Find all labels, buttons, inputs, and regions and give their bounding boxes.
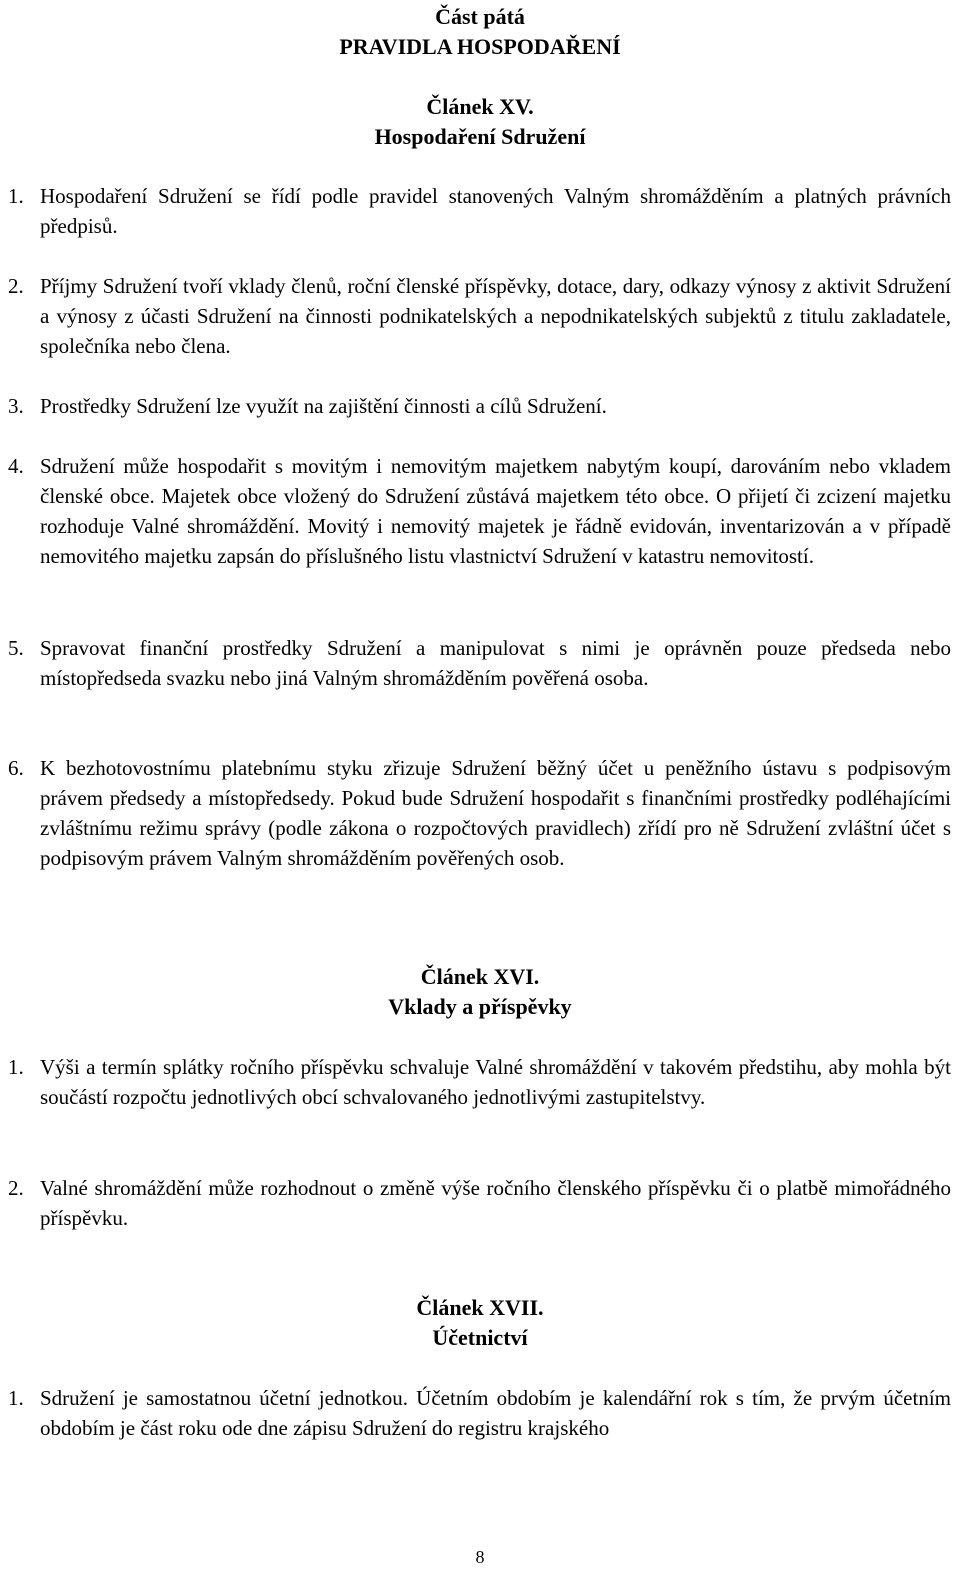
item-number: 2. bbox=[8, 1176, 24, 1200]
item-number: 5. bbox=[8, 636, 24, 660]
article-name: Hospodaření Sdružení bbox=[374, 124, 586, 149]
article-name: Účetnictví bbox=[432, 1325, 528, 1350]
item-text: Sdružení může hospodařit s movitým i nemovitým majetkem nabytým koupí, darováním nebo vkladem členské obce. Majetek obce vložený do Sdružení zůstává majetkem této obce. O přijetí či zcizení majetku rozhoduje Valné shromáždění. Movitý i nemovitý majetek je řádně evidován, inventarizován a v případě nemovitého majetku zapsán do příslušného listu vlastnictví Sdružení v katastru nemovitostí. bbox=[40, 454, 951, 568]
item-number: 6. bbox=[8, 756, 24, 780]
item-number: 1. bbox=[8, 184, 24, 208]
article-name: Vklady a příspěvky bbox=[388, 994, 572, 1019]
item-text: Příjmy Sdružení tvoří vklady členů, roční členské příspěvky, dotace, dary, odkazy výnosy z aktivit Sdružení a výnosy z účasti Sdružení na činnosti podnikatelských a nepodnikatelských subjektů z titulu zakladatele, společníka nebo člena. bbox=[40, 274, 951, 358]
article-heading: Článek XV. bbox=[426, 94, 534, 119]
item-text: Výši a termín splátky ročního příspěvku schvaluje Valné shromáždění v takovém předstihu, aby mohla být součástí rozpočtu jednotlivých obcí schvalovaného jednotlivými zastupitelstvy. bbox=[40, 1055, 951, 1109]
item-text: Spravovat finanční prostředky Sdružení a manipulovat s nimi je oprávněn pouze předseda nebo místopředseda svazku nebo jiná Valným shromážděním pověřená osoba. bbox=[40, 636, 951, 690]
item-text: Sdružení je samostatnou účetní jednotkou. Účetním obdobím je kalendářní rok s tím, že prvým účetním obdobím je část roku ode dne zápisu Sdružení do registru krajského bbox=[40, 1386, 951, 1440]
article-heading: Článek XVII. bbox=[416, 1295, 544, 1320]
item-text: Hospodaření Sdružení se řídí podle pravidel stanovených Valným shromážděním a platných právních předpisů. bbox=[40, 184, 951, 238]
item-text: K bezhotovostnímu platebnímu styku zřizuje Sdružení běžný účet u peněžního ústavu s podpisovým právem předsedy a místopředsedy. Pokud bude Sdružení hospodařit s finančními prostředky podléhajícími zvláštnímu režimu správy (podle zákona o rozpočtových pravidlech) zřídí pro ně Sdružení zvláštní účet s podpisovým právem Valným shromážděním pověřených osob. bbox=[40, 756, 951, 870]
part-title: Část pátá bbox=[435, 4, 525, 29]
item-number: 3. bbox=[8, 394, 24, 418]
item-number: 4. bbox=[8, 454, 24, 478]
part-subtitle: PRAVIDLA HOSPODAŘENÍ bbox=[339, 34, 621, 59]
item-number: 2. bbox=[8, 274, 24, 298]
item-text: Prostředky Sdružení lze využít na zajištění činnosti a cílů Sdružení. bbox=[40, 394, 607, 418]
item-number: 1. bbox=[8, 1055, 24, 1079]
article-heading: Článek XVI. bbox=[420, 964, 540, 989]
item-text: Valné shromáždění může rozhodnout o změně výše ročního členského příspěvku či o platbě mimořádného příspěvku. bbox=[40, 1176, 951, 1230]
page-number: 8 bbox=[475, 1547, 485, 1567]
item-number: 1. bbox=[8, 1386, 24, 1410]
